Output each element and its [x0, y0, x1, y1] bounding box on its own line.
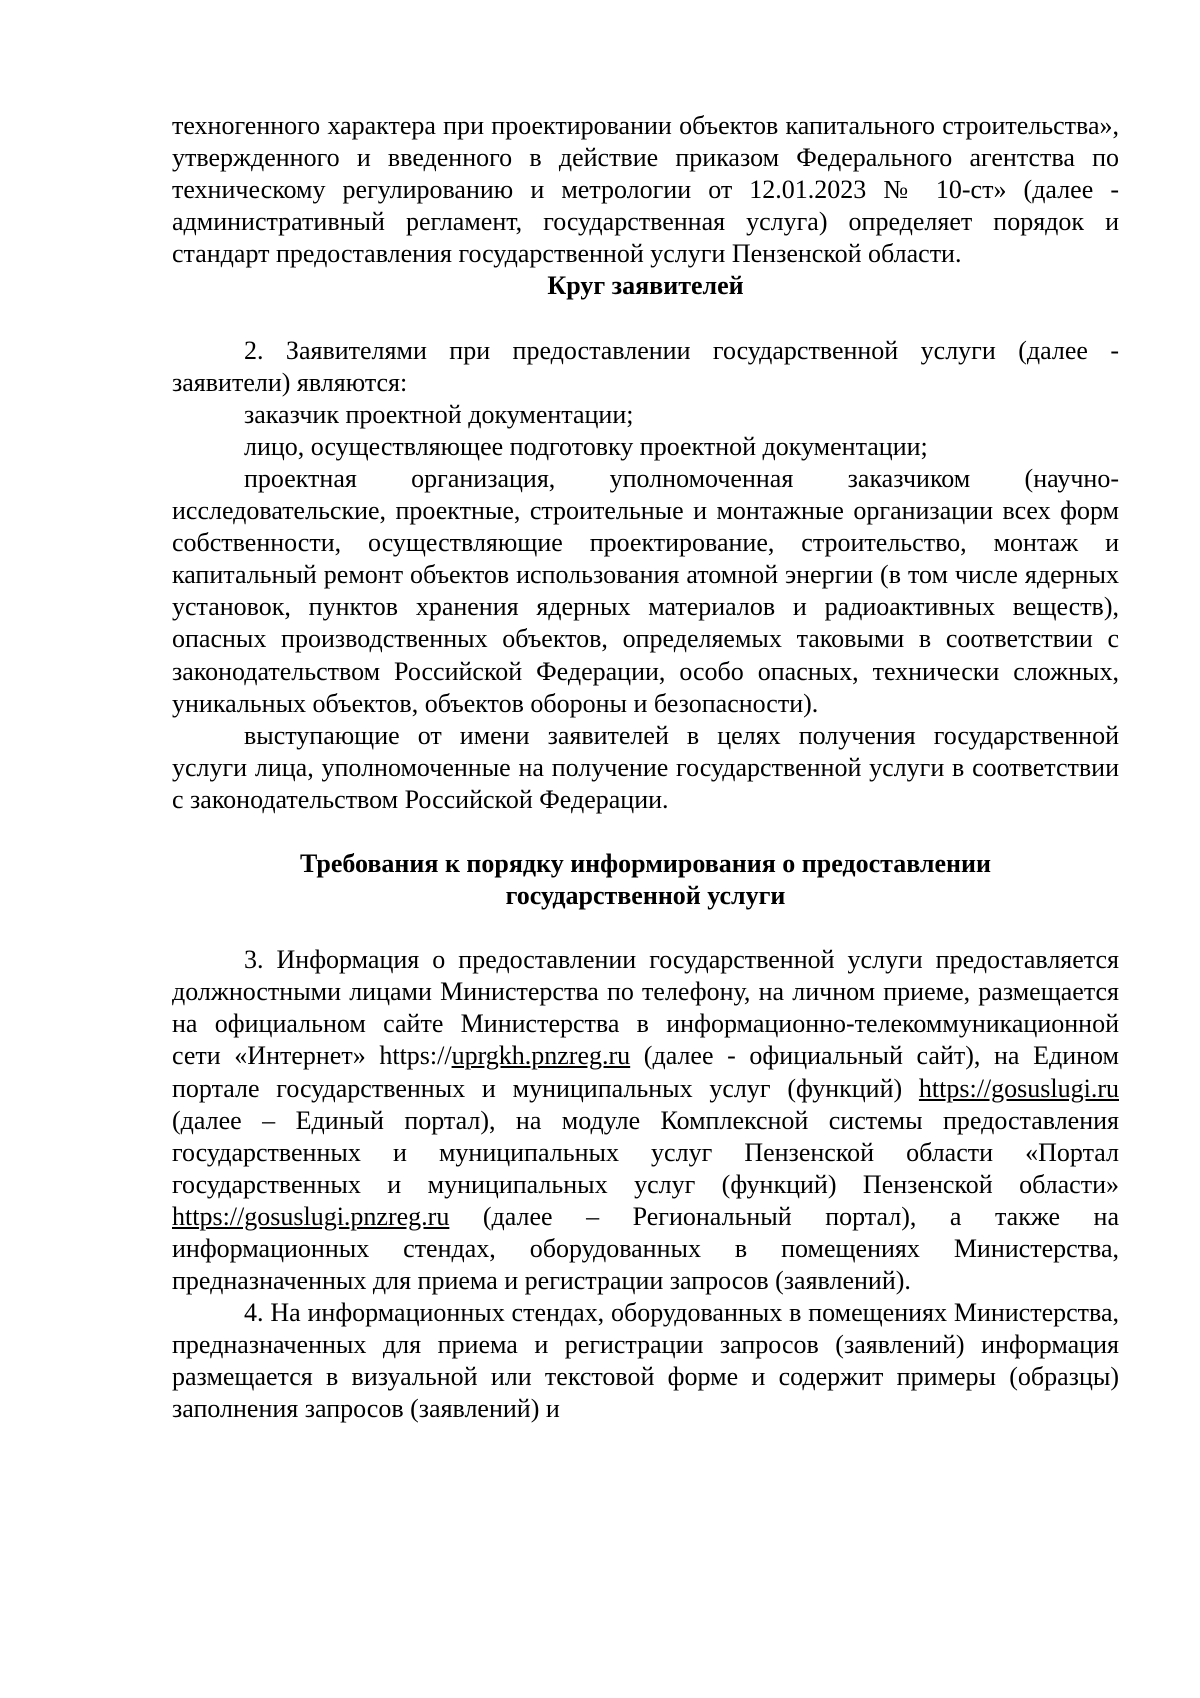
spacer [172, 816, 1119, 848]
applicants-paragraph-2: 2. Заявителями при предоставлении государственной услуги (далее - заявители) являются: [172, 335, 1119, 397]
heading-information-line-2: государственной услуги [505, 881, 786, 911]
info-paragraph-4: 4. На информационных стендах, оборудованных в помещениях Министерства, предназначенных для приема и регистрации запросов (заявлений) информация размещается в визуальной или текстовой форме и содержит примеры (образцы) заполнения запросов (заявлений) и [172, 1298, 1119, 1424]
applicants-item-customer: заказчик проектной документации; [244, 399, 634, 429]
spacer [172, 303, 1119, 335]
info-text-part-3: (далее – Единый портал), на модуле Комплексной системы предоставления государственных и муниципальных услуг Пензенской области «Портал государственных и муниципальных услуг (функций) Пензенской области» [172, 1105, 1119, 1199]
info-text-part-2: (далее - официальный сайт), на Едином портале государственных и муниципальных услуг (функций) [172, 1041, 1119, 1103]
spacer [172, 912, 1119, 944]
info-text-part-1: 3. Информация о предоставлении государственной услуги предоставляется должностными лицами Министерства по телефону, на личном приеме, размещается на официальном сайте Министерства в информационно-телекоммуникационной сети «Интернет» https:// [172, 945, 1119, 1071]
heading-information-line-1: Требования к порядку информирования о предоставлении [300, 848, 991, 878]
unified-portal-link[interactable]: https://gosuslugi.ru [918, 1073, 1119, 1103]
official-site-link[interactable]: uprgkh.pnzreg.ru [451, 1041, 631, 1071]
info-text-part-4: (далее – Региональный портал), а также на информационных стендах, оборудованных в помещениях Министерства, предназначенных для приема и регистрации запросов (заявлений). [172, 1201, 1119, 1296]
regional-portal-link[interactable]: https://gosuslugi.pnzreg.ru [172, 1201, 450, 1231]
applicants-item-preparer: лицо, осуществляющее подготовку проектной документации; [244, 431, 928, 461]
applicants-item-design-organization: проектная организация, уполномоченная заказчиком (научно-исследовательские, проектные, строительные и монтажные организации всех форм собственности, осуществляющие проектирование, строительство, монтаж и капитальный ремонт объектов использования атомной энергии (в том числе ядерных установок, пунктов хранения ядерных материалов и радиоактивных веществ), опасных производственных объектов, определяемых таковыми в соответствии с законодательством Российской Федерации, особо опасных, технически сложных, уникальных объектов, объектов обороны и безопасности). [172, 463, 1119, 718]
intro-paragraph: техногенного характера при проектировании объектов капитального строительства», утвержденного и введенного в действие приказом Федерального агентства по техническому регулированию и метрологии от 12.01.2023 № 10-ст» (далее - административный регламент, государственная услуга) определяет порядок и стандарт предоставления государственной услуги Пензенской области. [172, 111, 1119, 269]
applicants-item-representatives: выступающие от имени заявителей в целях получения государственной услуги лица, уполномоченные на получение государственной услуги в соответствии с законодательством Российской Федерации. [172, 720, 1119, 814]
heading-applicants: Круг заявителей [547, 271, 744, 301]
info-paragraph-3 [172, 944, 1119, 1297]
